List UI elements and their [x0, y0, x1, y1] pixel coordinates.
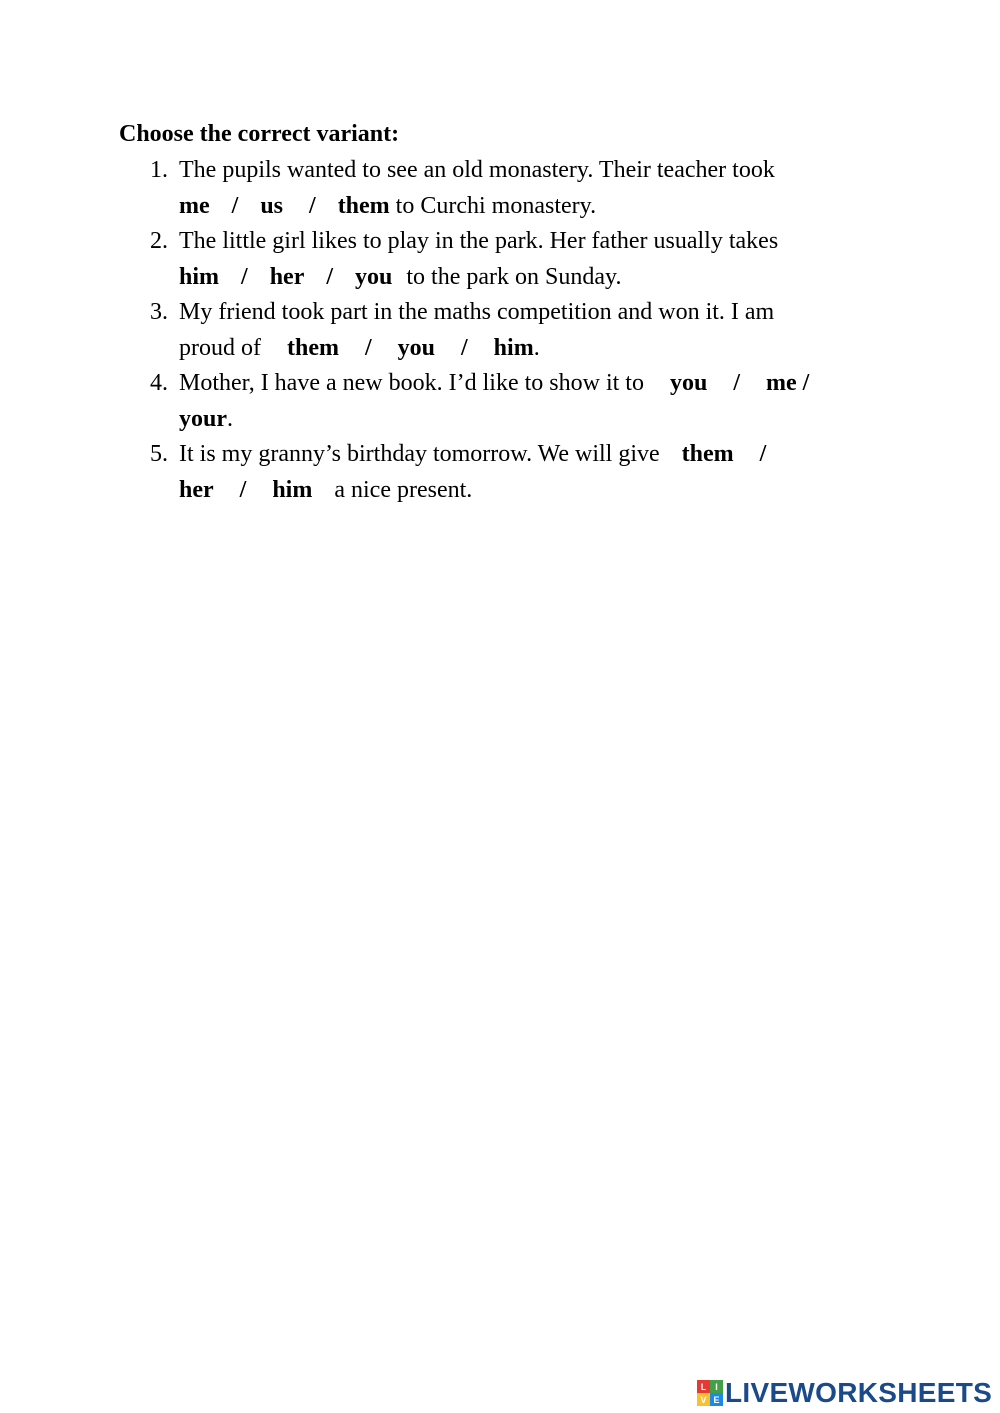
question-number: 2. — [150, 228, 168, 254]
option-me[interactable]: me — [765, 370, 797, 396]
sentence-end: a nice present. — [334, 476, 473, 503]
option-you[interactable]: you — [397, 334, 435, 361]
sentence-start: proud of — [179, 334, 261, 361]
sentence-end: to the park on Sunday. — [406, 263, 622, 290]
question-2 — [150, 224, 890, 295]
liveworksheets-logo — [697, 1378, 992, 1408]
answer-line — [179, 189, 890, 225]
question-number: 5. — [150, 441, 168, 467]
separator: / — [461, 334, 468, 361]
question-3 — [150, 295, 890, 366]
question-5 — [150, 437, 890, 508]
question-text: The pupils wanted to see an old monastery. Their teacher took — [179, 157, 775, 183]
separator: / — [759, 441, 767, 467]
question-4 — [150, 366, 890, 437]
separator: / — [364, 334, 372, 361]
separator: / — [326, 263, 334, 290]
answer-line — [179, 260, 890, 296]
logo-letter-v: V — [697, 1393, 710, 1406]
option-him[interactable]: him — [493, 334, 534, 361]
logo-text: LIVEWORKSHEETS — [725, 1377, 993, 1408]
option-you[interactable]: you — [355, 263, 393, 290]
question-text — [179, 366, 890, 402]
separator: / — [802, 370, 810, 396]
option-him[interactable]: him — [179, 263, 220, 290]
question-text — [179, 437, 890, 473]
question-1 — [150, 153, 890, 224]
question-number: 4. — [150, 370, 168, 396]
sentence-end: . — [227, 405, 233, 432]
option-us[interactable]: us — [260, 192, 284, 219]
answer-line — [179, 331, 890, 367]
question-text-start: It is my granny’s birthday tomorrow. We will give — [179, 441, 660, 467]
question-text: The little girl likes to play in the park. Her father usually takes — [179, 228, 779, 254]
answer-line — [179, 402, 890, 438]
option-your[interactable]: your — [179, 405, 227, 432]
logo-letter-i: I — [710, 1380, 723, 1393]
option-her[interactable]: her — [269, 263, 305, 290]
option-them[interactable]: them — [337, 192, 390, 219]
question-number: 3. — [150, 299, 168, 325]
question-number: 1. — [150, 157, 168, 183]
sentence-end: . — [533, 334, 540, 361]
option-me[interactable]: me — [179, 192, 210, 219]
question-text-start: Mother, I have a new book. I’d like to show it to — [179, 370, 644, 396]
option-them[interactable]: them — [286, 334, 339, 361]
separator: / — [733, 370, 740, 396]
logo-letter-e: E — [710, 1393, 723, 1406]
separator: / — [241, 263, 248, 290]
option-you[interactable]: you — [669, 370, 708, 396]
separator: / — [239, 476, 247, 503]
question-text: My friend took part in the maths competition and won it. I am — [179, 299, 775, 325]
logo-mark-icon — [697, 1380, 723, 1406]
option-her[interactable]: her — [179, 476, 214, 503]
option-him[interactable]: him — [272, 476, 313, 503]
answer-line — [179, 473, 890, 509]
logo-letter-l: L — [697, 1380, 710, 1393]
separator: / — [309, 192, 316, 219]
option-them[interactable]: them — [681, 441, 734, 467]
sentence-end: to Curchi monastery. — [395, 192, 597, 219]
separator: / — [231, 192, 239, 219]
worksheet-heading: Choose the correct variant: — [119, 121, 400, 147]
